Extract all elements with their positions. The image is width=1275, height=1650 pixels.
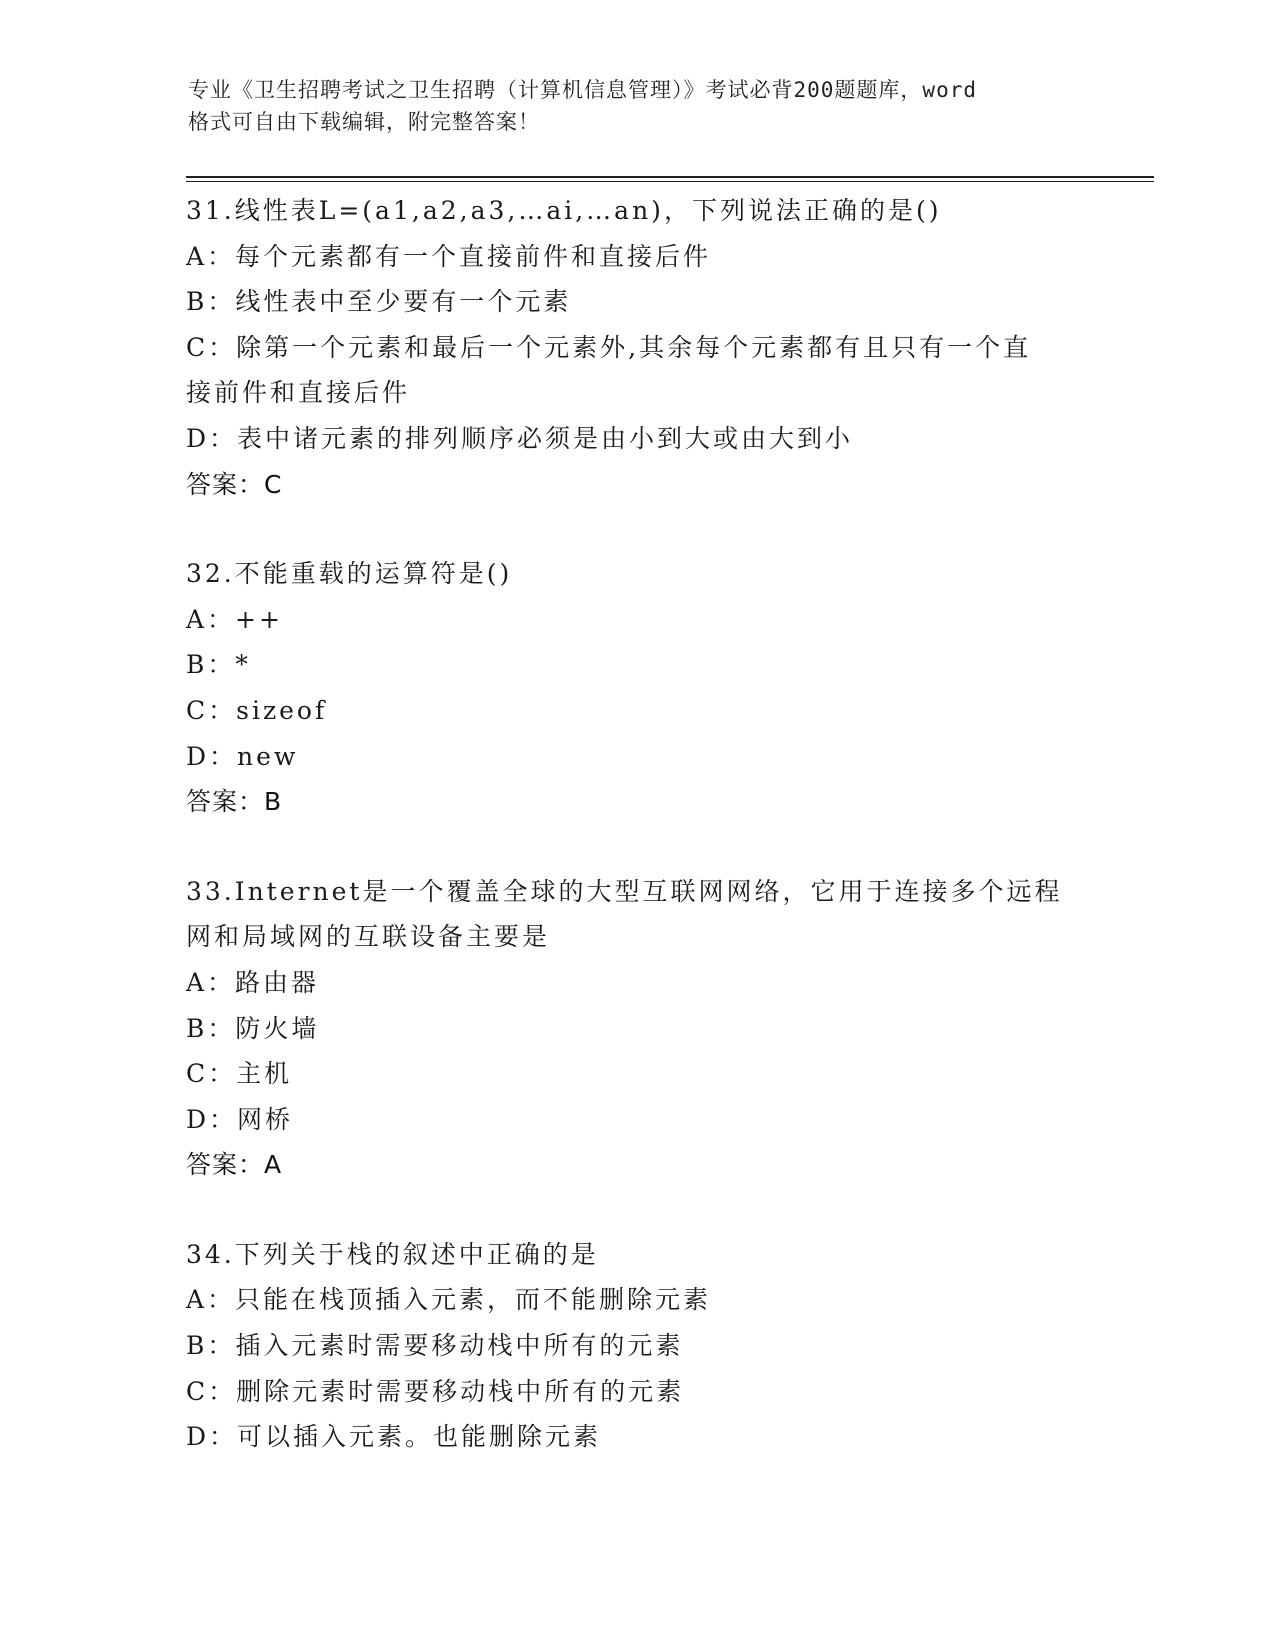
option-a: A：每个元素都有一个直接前件和直接后件 [186,241,712,271]
option-a: A：++ [186,604,283,634]
question-32 [186,551,1086,825]
question-stem-continued: 网和局域网的互联设备主要是 [186,922,551,952]
question-33 [186,869,1086,1188]
option-a: A：只能在栈顶插入元素，而不能删除元素 [186,1285,712,1315]
header-line-1: 专业《卫生招聘考试之卫生招聘（计算机信息管理）》考试必背200题题库，word [188,78,977,102]
header-line-2: 格式可自由下载编辑，附完整答案！ [188,110,540,134]
option-c: C：主机 [186,1059,293,1089]
option-b: B：防火墙 [186,1013,320,1043]
question-34 [186,1232,1086,1460]
answer-label: 答案：B [186,787,283,817]
option-d: D：网桥 [186,1104,294,1134]
option-d: D：new [186,741,299,771]
question-stem: 34.下列关于栈的叙述中正确的是 [186,1239,599,1269]
option-b: B：线性表中至少要有一个元素 [186,287,572,317]
option-d: D：表中诸元素的排列顺序必须是由小到大或由大到小 [186,423,854,453]
option-d: D：可以插入元素。也能删除元素 [186,1422,602,1452]
option-c: C：删除元素时需要移动栈中所有的元素 [186,1376,685,1406]
question-stem: 33.Internet是一个覆盖全球的大型互联网网络，它用于连接多个远程 [186,876,1063,906]
question-31 [186,188,1086,507]
question-stem: 32.不能重载的运算符是() [186,559,513,589]
option-b: B：* [186,650,251,680]
answer-label: 答案：A [186,1150,283,1180]
option-a: A：路由器 [186,967,320,997]
answer-label: 答案：C [186,469,283,499]
option-c-continued: 接前件和直接后件 [186,378,411,408]
question-list [186,188,1086,1504]
option-b: B：插入元素时需要移动栈中所有的元素 [186,1331,684,1361]
option-c: C：除第一个元素和最后一个元素外,其余每个元素都有且只有一个直 [186,332,1032,362]
header-divider-thick [186,176,1154,178]
document-header [188,74,1088,138]
question-stem: 31.线性表L=(a1,a2,a3,…ai,…an)，下列说法正确的是() [186,196,942,225]
header-divider-thin [186,181,1154,182]
option-c: C：sizeof [186,695,328,725]
